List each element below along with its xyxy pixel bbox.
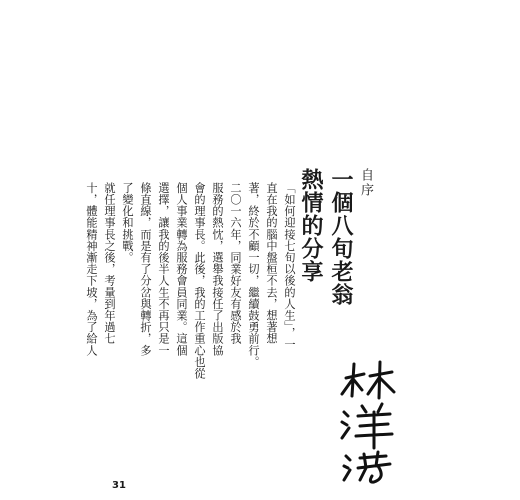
page-number: 31 bbox=[112, 480, 126, 491]
text-column: 「如何迎接七旬以後的人生」，一 bbox=[283, 182, 296, 351]
text-column: 了變化和挑戰。 bbox=[121, 182, 134, 264]
text-column: 就任理事長之後，考量到年過七 bbox=[103, 182, 116, 345]
text-column: 十，體能精神漸走下坡，為了給人 bbox=[85, 182, 98, 356]
page-title bbox=[296, 168, 356, 338]
text-column: 二〇一六年，同業好友有感於我 bbox=[229, 182, 242, 345]
text-column: 直在我的腦中盤桓不去，想著想 bbox=[265, 182, 278, 345]
text-column: 著，終於不顧一切，繼續鼓勇前行。 bbox=[247, 182, 260, 368]
section-label: 自序 bbox=[358, 168, 373, 198]
text-column: 會的理事長。此後，我的工作重心也從 bbox=[193, 182, 206, 380]
author-signature bbox=[334, 356, 404, 486]
title-line: 一個八旬老翁 bbox=[328, 168, 354, 306]
text-column: 服務的熱忱，選舉我接任了出版協 bbox=[211, 182, 224, 356]
title-line: 熱情的分享 bbox=[298, 168, 324, 283]
text-column: 選擇，讓我的後半人生不再只是一 bbox=[157, 182, 170, 356]
text-column: 個人事業轉為服務會員同業。這個 bbox=[175, 182, 188, 356]
text-column: 條直線，而是有了分岔與轉折，多 bbox=[139, 182, 152, 356]
